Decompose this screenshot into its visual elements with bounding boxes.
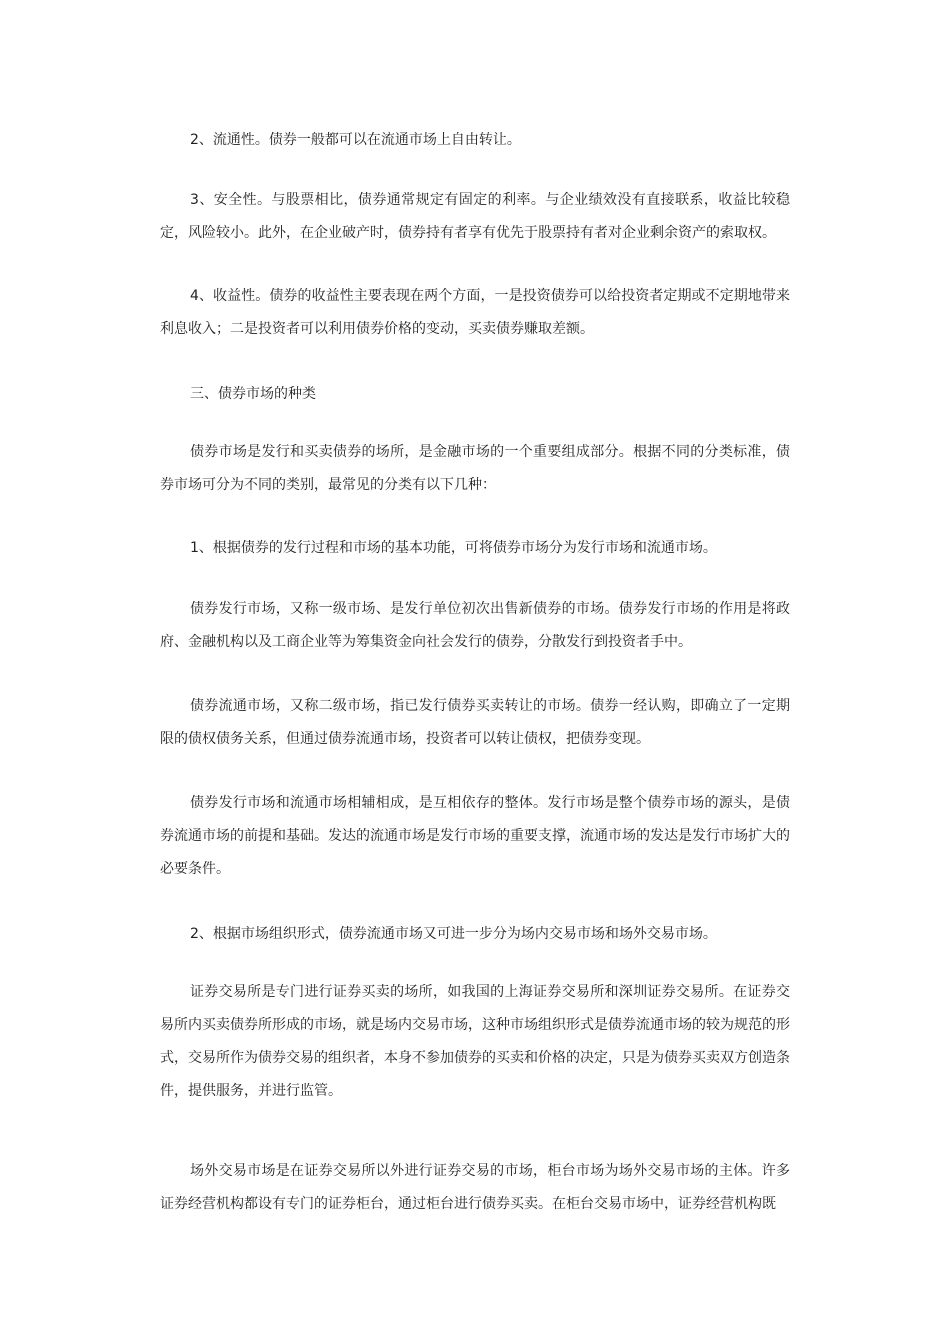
paragraph-yield: 4、收益性。债券的收益性主要表现在两个方面，一是投资债券可以给投资者定期或不定期地带来利息收入；二是投资者可以利用债券价格的变动，买卖债券赚取差额。: [160, 288, 790, 337]
section-heading-bond-market-types: 三、债券市场的种类: [190, 386, 316, 402]
paragraph-classification-1: 1、根据债券的发行过程和市场的基本功能，可将债券市场分为发行市场和流通市场。: [190, 540, 717, 556]
paragraph-bond-market-intro: 债券市场是发行和买卖债券的场所，是金融市场的一个重要组成部分。根据不同的分类标准，债券市场可分为不同的类别，最常见的分类有以下几种：: [160, 444, 790, 493]
paragraph-market-relationship: 债券发行市场和流通市场相辅相成，是互相依存的整体。发行市场是整个债券市场的源头，是债券流通市场的前提和基础。发达的流通市场是发行市场的重要支撑，流通市场的发达是发行市场扩大的必要条件。: [160, 795, 790, 877]
paragraph-exchange-market: 证券交易所是专门进行证券买卖的场所，如我国的上海证券交易所和深圳证券交易所。在证券交易所内买卖债券所形成的市场，就是场内交易市场，这种市场组织形式是债券流通市场的较为规范的形式，交易所作为债券交易的组织者，本身不参加债券的买卖和价格的决定，只是为债券买卖双方创造条件，提供服务，并进行监管。: [160, 984, 790, 1099]
paragraph-classification-2: 2、根据市场组织形式，债券流通市场又可进一步分为场内交易市场和场外交易市场。: [190, 926, 717, 942]
paragraph-secondary-market: 债券流通市场，又称二级市场，指已发行债券买卖转让的市场。债券一经认购，即确立了一定期限的债权债务关系，但通过债券流通市场，投资者可以转让债权，把债券变现。: [160, 698, 790, 747]
paragraph-liquidity: 2、流通性。债券一般都可以在流通市场上自由转让。: [190, 132, 521, 148]
paragraph-otc-market: 场外交易市场是在证券交易所以外进行证券交易的市场，柜台市场为场外交易市场的主体。许多证券经营机构都设有专门的证券柜台，通过柜台进行债券买卖。在柜台交易市场中，证券经营机构既: [160, 1163, 790, 1212]
paragraph-safety: 3、安全性。与股票相比，债券通常规定有固定的利率。与企业绩效没有直接联系，收益比较稳定，风险较小。此外，在企业破产时，债券持有者享有优先于股票持有者对企业剩余资产的索取权。: [160, 192, 790, 241]
paragraph-primary-market: 债券发行市场，又称一级市场、是发行单位初次出售新债券的市场。债券发行市场的作用是将政府、金融机构以及工商企业等为筹集资金向社会发行的债券，分散发行到投资者手中。: [160, 601, 790, 650]
